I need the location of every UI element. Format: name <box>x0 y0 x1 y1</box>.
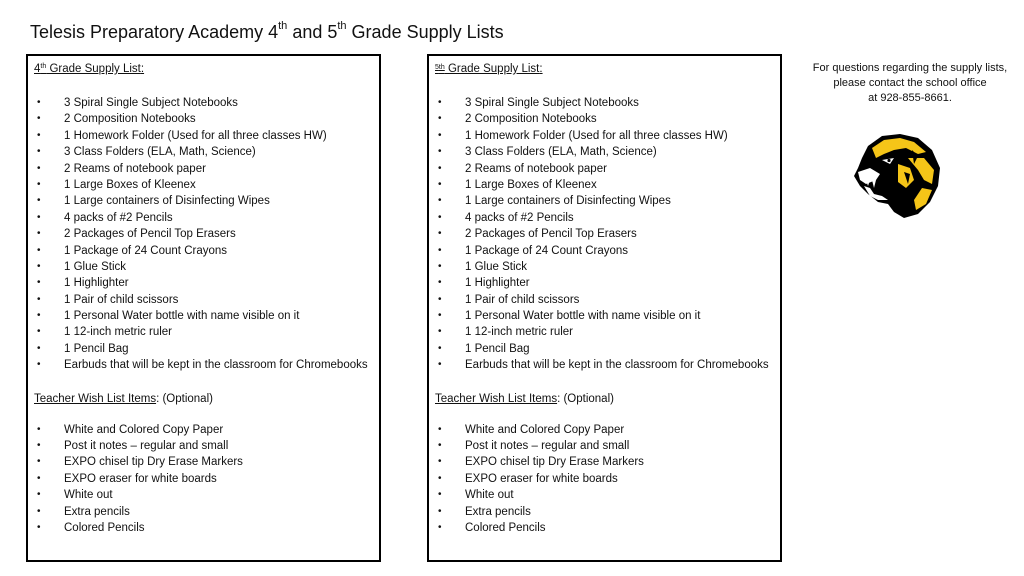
list-item-text: White and Colored Copy Paper <box>64 423 224 436</box>
bullet-icon: • <box>438 456 442 468</box>
list-item <box>435 177 780 193</box>
list-item-text: 1 Pencil Bag <box>465 342 530 355</box>
list-item-text: 1 Large containers of Disinfecting Wipes <box>465 195 671 208</box>
list-item <box>34 177 379 193</box>
bullet-icon: • <box>37 489 41 501</box>
fourth-grade-supply-list <box>34 95 379 374</box>
list-item-text: 3 Class Folders (ELA, Math, Science) <box>465 146 657 159</box>
list-item <box>435 259 780 275</box>
bullet-icon: • <box>37 146 41 158</box>
list-item-text: EXPO chisel tip Dry Erase Markers <box>465 456 644 469</box>
list-item-text: 4 packs of #2 Pencils <box>465 211 574 224</box>
bullet-icon: • <box>438 178 442 190</box>
bullet-icon: • <box>438 310 442 322</box>
list-item <box>34 144 379 160</box>
list-item <box>34 520 379 536</box>
bullet-icon: • <box>438 293 442 305</box>
list-item <box>435 357 780 373</box>
bullet-icon: • <box>438 505 442 517</box>
bullet-icon: • <box>438 277 442 289</box>
bullet-icon: • <box>438 244 442 256</box>
list-item-text: Earbuds that will be kept in the classroom for Chromebooks <box>465 359 769 372</box>
list-item <box>34 324 379 340</box>
list-item <box>435 128 780 144</box>
list-item <box>435 487 780 503</box>
list-item-text: 1 Package of 24 Count Crayons <box>64 244 228 257</box>
list-item <box>34 161 379 177</box>
bullet-icon: • <box>37 260 41 272</box>
bullet-icon: • <box>438 97 442 108</box>
list-item-text: 2 Composition Notebooks <box>465 113 597 126</box>
list-item-text: 2 Reams of notebook paper <box>465 162 607 175</box>
list-item-text: 1 Pencil Bag <box>64 342 129 355</box>
list-item <box>34 210 379 226</box>
list-item-text: Extra pencils <box>465 505 531 518</box>
list-item <box>435 454 780 470</box>
bullet-icon: • <box>438 129 442 141</box>
list-item <box>435 161 780 177</box>
bullet-icon: • <box>438 162 442 174</box>
list-item-text: Earbuds that will be kept in the classroom for Chromebooks <box>64 359 368 372</box>
list-item <box>34 243 379 259</box>
bullet-icon: • <box>438 228 442 240</box>
list-item <box>34 454 379 470</box>
list-item <box>435 144 780 160</box>
tiger-mascot-icon <box>848 128 944 220</box>
bullet-icon: • <box>438 146 442 158</box>
list-item-text: 3 Class Folders (ELA, Math, Science) <box>64 146 256 159</box>
fifth-grade-supply-list <box>435 95 780 374</box>
list-item <box>34 292 379 308</box>
fifth-grade-wish-heading: Teacher Wish List Items: (Optional) <box>435 392 614 405</box>
bullet-icon: • <box>438 440 442 452</box>
bullet-icon: • <box>37 113 41 125</box>
list-item-text: 1 12-inch metric ruler <box>465 326 574 339</box>
bullet-icon: • <box>37 359 41 371</box>
bullet-icon: • <box>37 423 41 435</box>
list-item <box>435 324 780 340</box>
list-item <box>34 471 379 487</box>
fifth-grade-panel <box>427 54 782 562</box>
bullet-icon: • <box>438 342 442 354</box>
bullet-icon: • <box>37 228 41 240</box>
list-item-text: Colored Pencils <box>465 521 546 534</box>
list-item <box>34 504 379 520</box>
list-item <box>34 422 379 438</box>
list-item <box>435 341 780 357</box>
list-item <box>435 243 780 259</box>
list-item-text: 1 Highlighter <box>465 277 530 290</box>
bullet-icon: • <box>37 129 41 141</box>
list-item-text: 3 Spiral Single Subject Notebooks <box>64 97 238 109</box>
list-item-text: Post it notes – regular and small <box>465 440 630 453</box>
list-item-text: EXPO eraser for white boards <box>465 472 618 485</box>
contact-info <box>800 61 1020 106</box>
bullet-icon: • <box>438 113 442 125</box>
list-item-text: Colored Pencils <box>64 521 145 534</box>
contact-line-2: please contact the school office <box>833 77 987 89</box>
list-item <box>34 259 379 275</box>
list-item-text: White and Colored Copy Paper <box>465 423 625 436</box>
list-item <box>34 438 379 454</box>
bullet-icon: • <box>438 195 442 207</box>
list-item <box>34 193 379 209</box>
bullet-icon: • <box>37 505 41 517</box>
bullet-icon: • <box>438 521 442 533</box>
list-item <box>435 292 780 308</box>
list-item-text: 1 Pair of child scissors <box>465 293 580 306</box>
list-item-text: 1 Personal Water bottle with name visible on it <box>465 310 701 323</box>
list-item <box>435 210 780 226</box>
list-item-text: 1 Homework Folder (Used for all three classes HW) <box>465 129 728 142</box>
list-item-text: 1 Glue Stick <box>465 260 527 273</box>
list-item <box>435 520 780 536</box>
list-item-text: 1 Large Boxes of Kleenex <box>465 178 597 191</box>
bullet-icon: • <box>438 359 442 371</box>
bullet-icon: • <box>37 293 41 305</box>
list-item <box>34 111 379 127</box>
fifth-grade-wish-list <box>435 422 780 537</box>
bullet-icon: • <box>37 440 41 452</box>
list-item-text: 1 Large Boxes of Kleenex <box>64 178 196 191</box>
list-item-text: 4 packs of #2 Pencils <box>64 211 173 224</box>
list-item <box>435 95 780 111</box>
list-item <box>435 275 780 291</box>
bullet-icon: • <box>37 195 41 207</box>
list-item <box>34 308 379 324</box>
fourth-grade-wish-list <box>34 422 379 537</box>
list-item <box>34 128 379 144</box>
list-item-text: 2 Packages of Pencil Top Erasers <box>64 228 236 241</box>
list-item <box>34 357 379 373</box>
bullet-icon: • <box>37 162 41 174</box>
list-item-text: 1 Homework Folder (Used for all three classes HW) <box>64 129 327 142</box>
list-item <box>435 422 780 438</box>
bullet-icon: • <box>37 326 41 338</box>
list-item-text: 1 Package of 24 Count Crayons <box>465 244 629 257</box>
list-item <box>34 487 379 503</box>
contact-line-1: For questions regarding the supply lists, <box>812 62 1008 74</box>
list-item-text: 2 Composition Notebooks <box>64 113 196 126</box>
list-item-text: EXPO chisel tip Dry Erase Markers <box>64 456 243 469</box>
list-item-text: Extra pencils <box>64 505 130 518</box>
fourth-grade-wish-heading: Teacher Wish List Items: (Optional) <box>34 392 213 405</box>
bullet-icon: • <box>438 260 442 272</box>
list-item <box>34 226 379 242</box>
list-item <box>435 471 780 487</box>
list-item <box>435 308 780 324</box>
list-item-text: 1 Large containers of Disinfecting Wipes <box>64 195 270 208</box>
list-item <box>34 275 379 291</box>
list-item <box>34 341 379 357</box>
bullet-icon: • <box>37 97 41 108</box>
list-item <box>435 226 780 242</box>
bullet-icon: • <box>438 211 442 223</box>
list-item-text: 1 12-inch metric ruler <box>64 326 173 339</box>
bullet-icon: • <box>37 310 41 322</box>
list-item-text: 1 Pair of child scissors <box>64 293 179 306</box>
list-item-text: 1 Personal Water bottle with name visible on it <box>64 310 300 323</box>
contact-line-3: at 928-855-8661. <box>868 92 952 104</box>
fourth-grade-heading: 4th Grade Supply List: <box>34 63 145 75</box>
list-item-text: 2 Packages of Pencil Top Erasers <box>465 228 637 241</box>
fifth-grade-heading: $^{5th}$ Grade Supply List: <box>435 63 543 75</box>
page-title: Telesis Preparatory Academy 4th and 5th Grade Supply Lists <box>30 20 504 42</box>
list-item <box>435 111 780 127</box>
bullet-icon: • <box>37 211 41 223</box>
list-item <box>435 504 780 520</box>
list-item <box>34 95 379 111</box>
list-item-text: White out <box>64 489 113 502</box>
list-item-text: 3 Spiral Single Subject Notebooks <box>465 97 639 109</box>
bullet-icon: • <box>37 277 41 289</box>
list-item-text: 1 Glue Stick <box>64 260 126 273</box>
bullet-icon: • <box>37 521 41 533</box>
list-item-text: 2 Reams of notebook paper <box>64 162 206 175</box>
bullet-icon: • <box>438 423 442 435</box>
fourth-grade-panel <box>26 54 381 562</box>
bullet-icon: • <box>37 472 41 484</box>
list-item-text: White out <box>465 489 514 502</box>
bullet-icon: • <box>438 472 442 484</box>
list-item <box>435 438 780 454</box>
bullet-icon: • <box>37 244 41 256</box>
list-item-text: Post it notes – regular and small <box>64 440 229 453</box>
list-item <box>435 193 780 209</box>
list-item-text: EXPO eraser for white boards <box>64 472 217 485</box>
list-item-text: 1 Highlighter <box>64 277 129 290</box>
bullet-icon: • <box>438 489 442 501</box>
bullet-icon: • <box>37 456 41 468</box>
bullet-icon: • <box>37 178 41 190</box>
bullet-icon: • <box>37 342 41 354</box>
bullet-icon: • <box>438 326 442 338</box>
